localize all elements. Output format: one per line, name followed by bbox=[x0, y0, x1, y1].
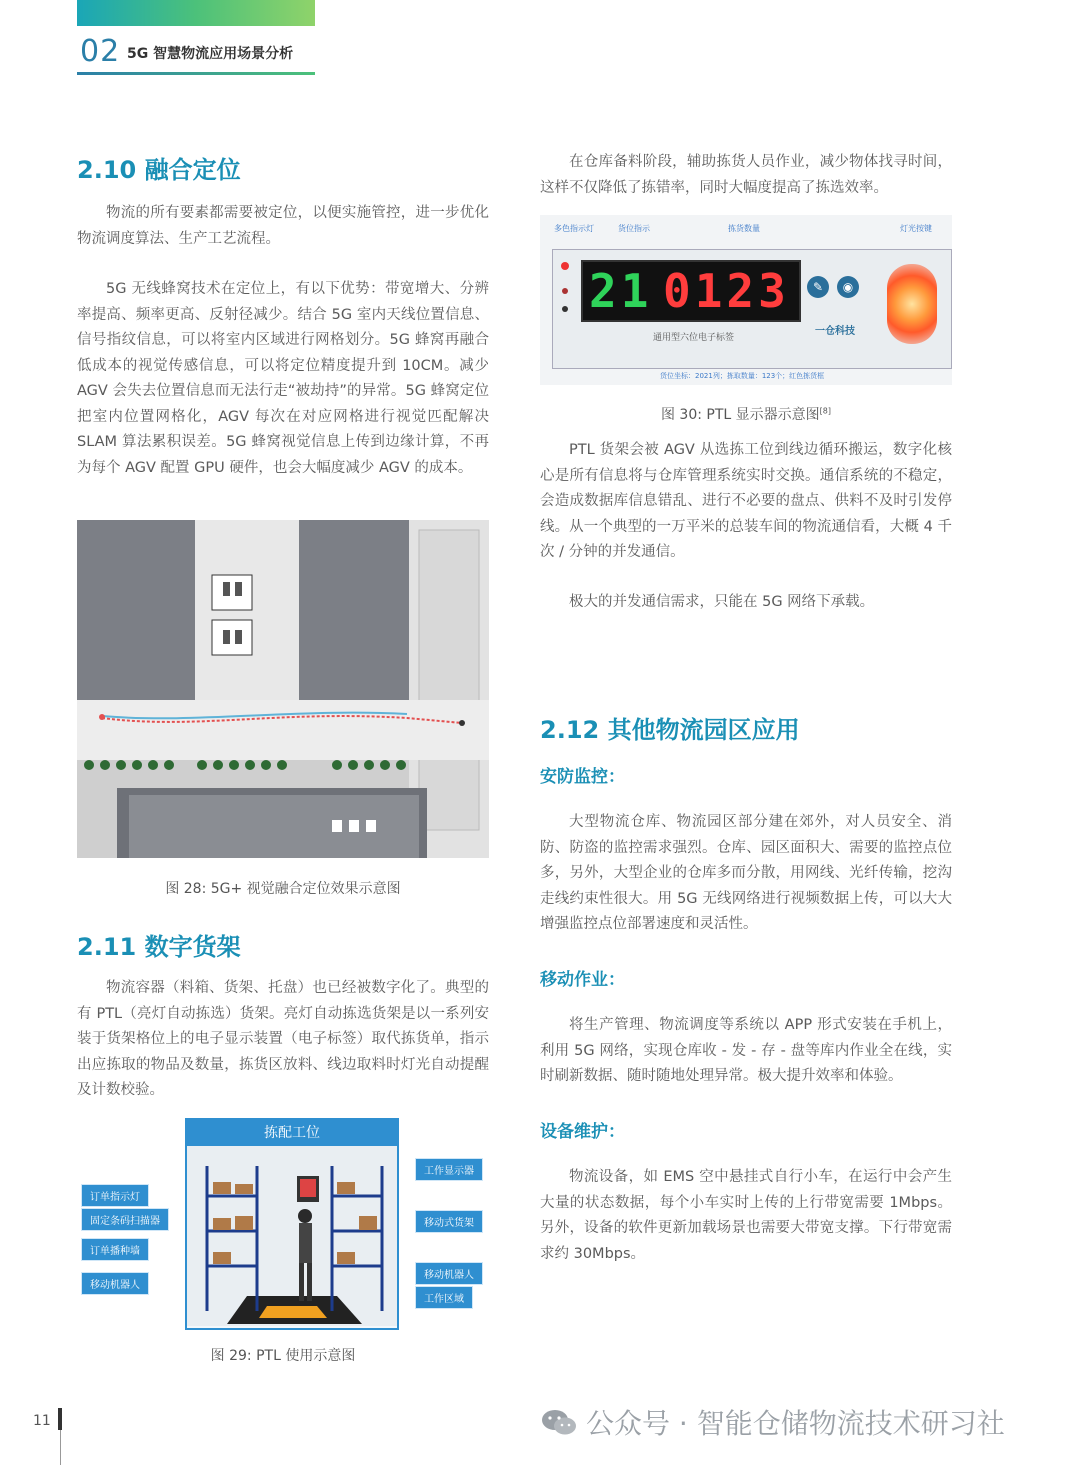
digits-red: 0123 bbox=[663, 264, 790, 318]
chapter-number: 02 bbox=[80, 34, 121, 69]
header-color-bar bbox=[77, 0, 315, 26]
brand-logo: 一仓科技 bbox=[815, 326, 855, 337]
eye-icon: ◉ bbox=[837, 276, 859, 298]
figure-29-ptl-usage bbox=[77, 1118, 489, 1330]
section-2-11-paragraph-1: 物流容器（料箱、货架、托盘）也已经被数字化了。典型的有 PTL（亮灯自动拣选）货架。亮灯自动拣选货架是以一系列安装于货架格位上的电子显示装置（电子标签）取代拣货单，指示出应拣取的物品及数量，拣货区放料、线边取料时灯光自动提醒及计数校验。 bbox=[77, 980, 489, 1098]
footer-line bbox=[60, 1430, 61, 1465]
light-button-glow bbox=[887, 264, 937, 344]
label-multicolor-light: 多色指示灯 bbox=[554, 224, 594, 233]
label-mobile-shelf: 移动式货架 bbox=[415, 1210, 483, 1233]
label-order-indicator: 订单指示灯 bbox=[81, 1184, 149, 1207]
section-2-10-paragraph-2: 5G 无线蜂窝技术在定位上，有以下优势：带宽增大、分辨率提高、频率更高、反射径减少。结合 5G 室内天线位置信息、信号指纹信息，可以将室内区域进行网格划分。5G 蜂窝再融合低成本的视觉传感信息，可以将定位精度提升到 10CM。减少 AGV 会失去位置信息而无法行走“被劫持”的异常。5G 蜂窝定位把室内位置网格化，AGV 每次在对应网格进行视觉匹配解决 SLAM 算法累积误差。5G 蜂窝视觉信息上传到边缘计算，不再为每个 AGV 配置 GPU 硬件，也会大幅度减少 AGV 的成本。 bbox=[77, 281, 489, 476]
figure-30-caption bbox=[540, 404, 952, 424]
subsection-security-paragraph: 大型物流仓库、物流园区部分建在郊外，对人员安全、消防、防盗的监控需求强烈。仓库、园区面积大、需要的监控点位多，另外，大型企业的仓库多而分散，用网线、光纤传输，挖沟走线约束性很大。用 5G 无线网络进行视频数据上传，可以大大增强监控点位部署速度和灵活性。 bbox=[540, 814, 952, 932]
label-order-seeding-wall: 订单播种墙 bbox=[81, 1238, 149, 1261]
right-paragraph-top: 在仓库备料阶段，辅助拣货人员作业，减少物体找寻时间，这样不仅降低了拣错率，同时大幅度提高了拣选效率。 bbox=[540, 154, 952, 196]
watermark bbox=[540, 1402, 1005, 1442]
section-2-11-title: 2.11 数字货架 bbox=[77, 933, 241, 961]
label-mobile-robot-right: 移动机器人 bbox=[415, 1262, 483, 1285]
header-underline bbox=[77, 72, 315, 75]
label-pick-quantity: 拣货数量 bbox=[728, 224, 760, 233]
label-work-display: 工作显示器 bbox=[415, 1158, 483, 1181]
section-2-10-paragraph-1: 物流的所有要素都需要被定位，以便实施管控，进一步优化物流调度算法、生产工艺流程。 bbox=[77, 205, 489, 247]
label-mobile-robot-left: 移动机器人 bbox=[81, 1272, 149, 1295]
label-light-button: 灯光按键 bbox=[900, 224, 932, 233]
digit-display bbox=[581, 260, 801, 322]
label-barcode-scanner: 固定条码扫描器 bbox=[81, 1208, 169, 1231]
figure-30-footer-text: 货位坐标：2021列；拣取数量：123个；红色拣货框 bbox=[660, 372, 825, 380]
figure-30-reference: [8] bbox=[819, 406, 832, 416]
right-paragraph-ptl: PTL 货架会被 AGV 从选拣工位到线边循环搬运，数字化核心是所有信息将与仓库管理系统实时交换。通信系统的不稳定，会造成数据库信息错乱、进行不必要的盘点、供料不及时引发停线。从一个典型的一万平米的总装车间的物流通信看，大概 4 千次 / 分钟的并发通信。 bbox=[540, 442, 952, 560]
ptl-panel-title: 拣配工位 bbox=[187, 1120, 397, 1146]
device-name: 通用型六位电子标签 bbox=[653, 333, 735, 343]
ptl-workstation-panel bbox=[185, 1118, 399, 1330]
subsection-mobile-title: 移动作业： bbox=[540, 970, 625, 990]
subsection-maintenance-title: 设备维护： bbox=[540, 1122, 625, 1142]
section-2-12-title: 2.12 其他物流园区应用 bbox=[540, 716, 800, 744]
wechat-icon bbox=[540, 1407, 578, 1437]
figure-30-ptl-display bbox=[540, 215, 952, 385]
digits-green: 21 bbox=[589, 264, 653, 318]
figure-29-caption: 图 29: PTL 使用示意图 bbox=[210, 1348, 356, 1364]
label-work-area: 工作区域 bbox=[415, 1286, 473, 1309]
indicator-led-2 bbox=[562, 288, 568, 294]
subsection-security-title: 安防监控： bbox=[540, 767, 625, 787]
ptl-shelf-illustration bbox=[187, 1146, 397, 1326]
page-number: 11 bbox=[33, 1413, 51, 1429]
figure-28-positioning-map bbox=[77, 520, 489, 858]
chapter-title: 5G 智慧物流应用场景分析 bbox=[127, 46, 294, 62]
indicator-led-red bbox=[561, 262, 569, 270]
ptl-device-body bbox=[552, 249, 952, 369]
floor-plan-image bbox=[77, 520, 489, 858]
watermark-text: 公众号 · 智能仓储物流技术研习社 bbox=[586, 1407, 1005, 1440]
tool-icon: ✎ bbox=[807, 276, 829, 298]
label-slot-indicator: 货位指示 bbox=[618, 224, 650, 233]
figure-30-caption-text: 图 30: PTL 显示器示意图 bbox=[660, 407, 820, 423]
subsection-mobile-paragraph: 将生产管理、物流调度等系统以 APP 形式安装在手机上，利用 5G 网络，实现仓库收 - 发 - 存 - 盘等库内作业全在线，实时刷新数据、随时随地处理异常。极大提升效率和体验。 bbox=[540, 1017, 952, 1084]
right-paragraph-5g: 极大的并发通信需求，只能在 5G 网络下承载。 bbox=[569, 594, 875, 610]
indicator-led-3 bbox=[562, 306, 568, 312]
footer-bar bbox=[58, 1408, 62, 1430]
subsection-maintenance-paragraph: 物流设备，如 EMS 空中悬挂式自行小车，在运行中会产生大量的状态数据，每个小车实时上传的上行带宽需要 1Mbps。另外，设备的软件更新加载场景也需要大带宽支撑。下行带宽需求约 30Mbps。 bbox=[540, 1169, 952, 1262]
figure-28-caption: 图 28: 5G+ 视觉融合定位效果示意图 bbox=[165, 881, 401, 897]
section-2-10-title: 2.10 融合定位 bbox=[77, 156, 241, 184]
